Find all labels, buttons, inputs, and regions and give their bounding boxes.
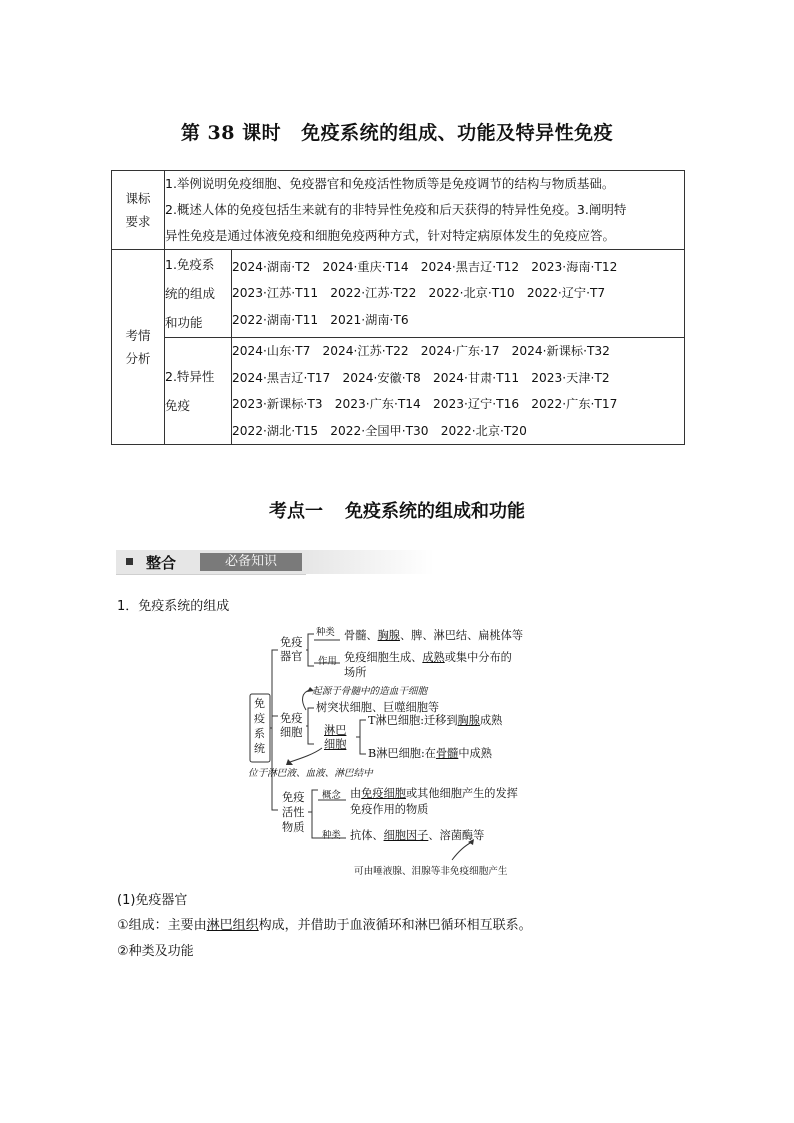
answer-blank: 免疫细胞 xyxy=(361,787,406,800)
exam-line: 2022·湖北·T15 2022·全国甲·T30 2022·北京·T20 xyxy=(232,423,527,438)
topic-line: 和功能 xyxy=(165,315,203,330)
req-line: 1.举例说明免疫细胞、免疫器官和免疫活性物质等是免疫调节的结构与物质基础。 xyxy=(165,176,615,191)
concept-tag: 概念 xyxy=(322,790,341,801)
req-label-cell xyxy=(112,171,165,250)
req-content-cell xyxy=(165,171,685,250)
substance-label-line: 物质 xyxy=(282,821,305,834)
answer-blank: 细胞因子 xyxy=(383,829,429,842)
exam-list-cell xyxy=(232,250,685,338)
heading-immune-composition: 1．免疫系统的组成 xyxy=(117,599,230,614)
exam-line: 2024·山东·T7 2024·江苏·T22 2024·广东·17 2024·新课标·T32 xyxy=(232,344,610,358)
req-line: 2.概述人体的免疫包括生来就有的非特异性免疫和后天获得的特异性免疫。3.阐明特 xyxy=(165,202,627,217)
para-composition xyxy=(117,914,532,933)
text-span: 抗体、 xyxy=(350,829,384,842)
root-label xyxy=(254,696,265,756)
organ-func-text xyxy=(344,651,512,665)
page-title xyxy=(0,118,794,145)
substance-label-line: 活性 xyxy=(282,806,305,819)
text-span: T淋巴细胞:迁移到 xyxy=(368,714,458,727)
topic-line: 统的组成 xyxy=(165,286,216,301)
organ-kind-tag: 种类 xyxy=(316,627,335,638)
note-location: 位于淋巴液、血液、淋巴结中 xyxy=(248,768,373,779)
cell-label xyxy=(280,712,302,740)
substance-label-line: 免疫 xyxy=(282,791,305,804)
table-row xyxy=(112,171,685,250)
concept-text-2: 免疫作用的物质 xyxy=(350,803,429,816)
exam-line: 2023·江苏·T11 2022·江苏·T22 2022·北京·T10 2022·辽宁·T7 xyxy=(232,286,606,301)
text-span: B淋巴细胞:在 xyxy=(368,747,436,760)
root-char: 免 xyxy=(254,697,265,710)
lymph-label-line: 细胞 xyxy=(324,738,347,751)
req-label-line: 要求 xyxy=(125,214,151,229)
text-span: 由 xyxy=(350,787,362,800)
organ-label-line: 器官 xyxy=(280,650,303,663)
exam-line: 2024·黑吉辽·T17 2024·安徽·T8 2024·甘肃·T11 2023·天津·T2 xyxy=(232,370,610,385)
exam-list-cell xyxy=(232,338,685,445)
exam-line: 2023·新课标·T3 2023·广东·T14 2023·辽宁·T16 2022·广东·T17 xyxy=(232,397,618,411)
req-line: 异性免疫是通过体液免疫和细胞免疫两种方式，针对特定病原体发生的免疫应答。 xyxy=(165,228,616,243)
organ-kind-text xyxy=(344,629,523,643)
note-origin: 起源于骨髓中的造血干细胞 xyxy=(312,686,428,697)
section-topic: 免疫系统的组成和功能 xyxy=(345,501,525,522)
lesson-number: 第 38 课时 xyxy=(180,122,282,144)
table-row xyxy=(112,250,685,338)
text-span: 免疫细胞生成、 xyxy=(344,651,423,664)
analysis-label-cell xyxy=(112,250,165,445)
text-span: 骨髓、 xyxy=(344,629,378,642)
analysis-label-line: 分析 xyxy=(125,351,151,366)
organ-func-tag: 作用 xyxy=(318,656,337,667)
text-span: 成熟 xyxy=(479,714,503,727)
exam-line: 2022·湖南·T11 2021·湖南·T6 xyxy=(232,312,409,327)
answer-blank: 胸腺 xyxy=(377,629,400,642)
text-span: ①组成：主要由 xyxy=(117,918,207,933)
b-cell-text xyxy=(368,747,492,761)
banner-label: 整合 xyxy=(146,554,177,572)
table-row xyxy=(112,338,685,445)
root-char: 疫 xyxy=(254,712,265,725)
immune-system-diagram xyxy=(244,620,554,882)
topic-line: 免疫 xyxy=(165,398,191,413)
organ-label xyxy=(280,636,302,664)
square-bullet-icon xyxy=(126,558,133,565)
para-types-functions: ②种类及功能 xyxy=(117,944,194,959)
root-char: 系 xyxy=(254,727,265,740)
answer-blank: 淋巴组织 xyxy=(206,918,259,933)
root-char: 统 xyxy=(254,742,265,755)
note-nonimmune: 可由唾液腺、泪腺等非免疫细胞产生 xyxy=(354,866,508,877)
cell-label-line: 细胞 xyxy=(280,726,303,739)
banner-fade xyxy=(306,550,434,574)
curriculum-table xyxy=(111,170,685,445)
lymph-label xyxy=(324,724,346,752)
text-span: 中成熟 xyxy=(458,747,492,760)
answer-blank: 骨髓 xyxy=(435,747,459,760)
substance-label xyxy=(282,790,304,835)
text-span: 或集中分布的 xyxy=(444,651,512,664)
innate-cells-text: 树突状细胞、巨噬细胞等 xyxy=(316,701,440,714)
section-banner xyxy=(116,550,434,574)
topic-cell xyxy=(165,250,232,338)
organ-label-line: 免疫 xyxy=(280,636,303,649)
answer-blank: 成熟 xyxy=(422,651,445,664)
banner-tab: 必备知识 xyxy=(200,553,302,571)
lesson-topic: 免疫系统的组成、功能及特异性免疫 xyxy=(301,122,614,144)
text-span: 、溶菌酶等 xyxy=(428,829,485,842)
concept-text xyxy=(350,787,518,801)
req-label-line: 课标 xyxy=(125,191,151,206)
text-span: 或其他细胞产生的发挥 xyxy=(405,787,518,800)
cell-label-line: 免疫 xyxy=(280,712,303,725)
lymph-label-line: 淋巴 xyxy=(324,724,347,737)
text-span: 、脾、淋巴结、扁桃体等 xyxy=(399,629,524,642)
section-number: 考点一 xyxy=(269,501,323,522)
analysis-label-line: 考情 xyxy=(125,328,151,343)
topic-cell xyxy=(165,338,232,445)
text-span: 构成，并借助于血液循环和淋巴循环相互联系。 xyxy=(258,918,532,933)
answer-blank: 胸腺 xyxy=(457,714,480,727)
subheading-immune-organs: (1)免疫器官 xyxy=(117,893,188,908)
substance-kind-tag: 种类 xyxy=(322,830,341,841)
topic-line: 1.免疫系 xyxy=(165,257,215,272)
exam-line: 2024·湖南·T2 2024·重庆·T14 2024·黑吉辽·T12 2023·海南·T12 xyxy=(232,259,618,274)
t-cell-text xyxy=(368,714,502,728)
section-title xyxy=(0,497,794,523)
organ-func-text-2: 场所 xyxy=(344,666,367,679)
topic-line: 2.特异性 xyxy=(165,369,215,384)
substance-kind-text xyxy=(350,829,484,843)
